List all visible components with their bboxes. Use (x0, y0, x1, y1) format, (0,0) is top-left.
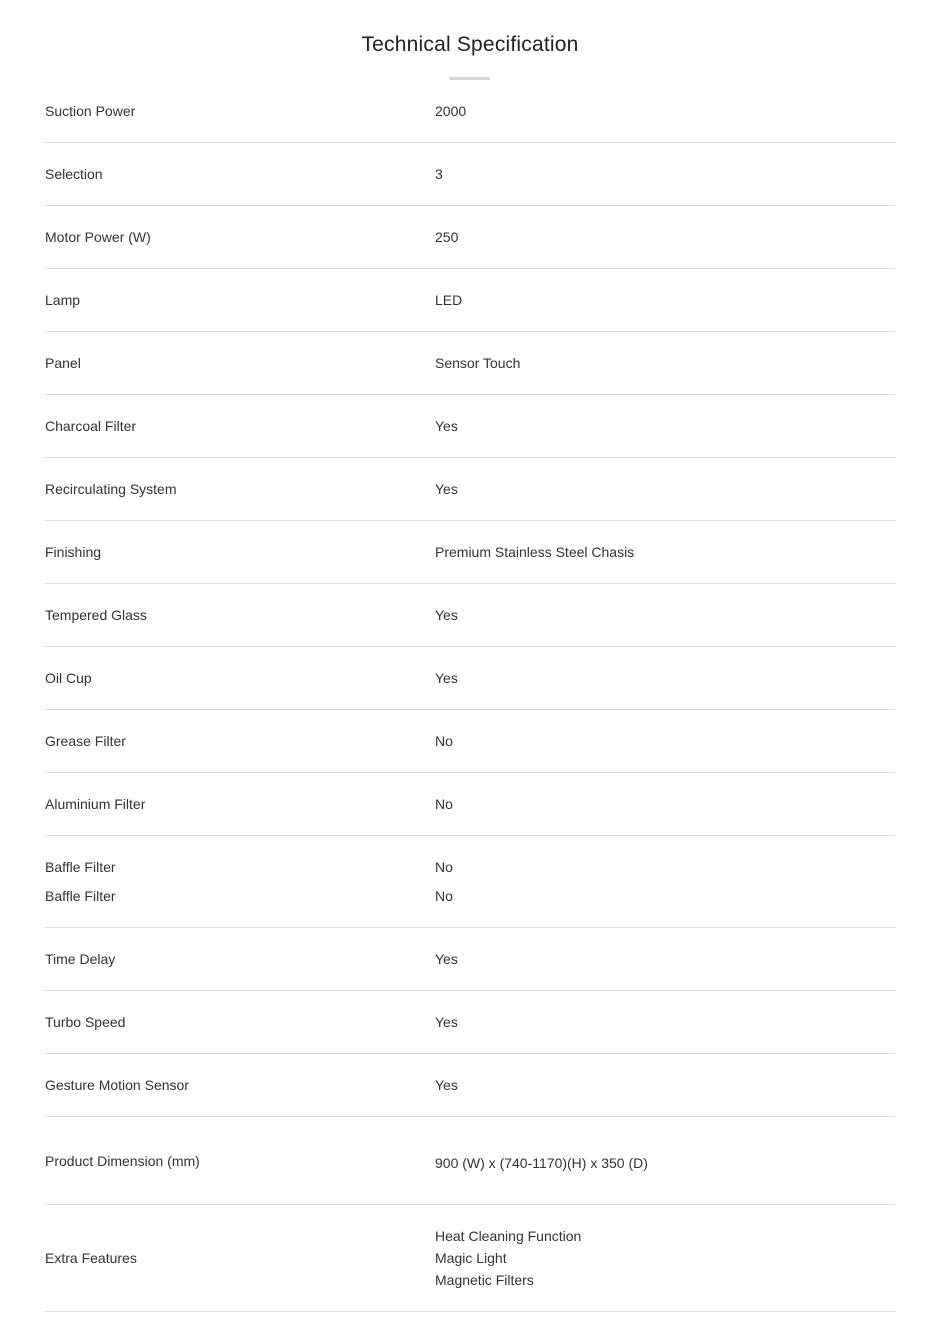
spec-value: Yes (435, 670, 458, 686)
spec-label: Aluminium Filter (45, 796, 146, 812)
page-title: Technical Specification (361, 33, 579, 56)
spec-row-grease-filter (45, 710, 895, 773)
extra-feature-item: Magic Light (435, 1250, 507, 1266)
spec-label: Baffle Filter (45, 858, 116, 875)
spec-value: No (435, 796, 453, 812)
spec-row-aluminium-filter (45, 773, 895, 836)
spec-label: Product Dimension (mm) (45, 1152, 200, 1169)
spec-row-turbo-speed (45, 991, 895, 1054)
baffle-filter-line (45, 853, 895, 882)
spec-row-selection (45, 143, 895, 206)
baffle-filter-pair (45, 853, 895, 911)
spec-row-suction-power (45, 80, 895, 143)
spec-value: Yes (435, 481, 458, 497)
spec-label: Baffle Filter (45, 887, 116, 904)
spec-value: No (435, 733, 453, 749)
spec-label: Suction Power (45, 103, 136, 119)
spec-label: Finishing (45, 544, 102, 560)
spec-value: Premium Stainless Steel Chasis (435, 544, 635, 560)
spec-value: Yes (435, 1077, 458, 1093)
spec-value: 250 (435, 229, 459, 245)
spec-row-time-delay (45, 928, 895, 991)
spec-label: Turbo Speed (45, 1014, 126, 1030)
spec-row-recirculating-system (45, 458, 895, 521)
extra-feature-item: Heat Cleaning Function (435, 1228, 582, 1244)
spec-value: LED (435, 292, 463, 308)
spec-value: Sensor Touch (435, 355, 521, 371)
spec-label: Motor Power (W) (45, 229, 151, 245)
spec-row-product-dimension (45, 1117, 895, 1205)
spec-row-panel (45, 332, 895, 395)
spec-value: Yes (435, 607, 458, 623)
spec-label: Recirculating System (45, 481, 177, 497)
spec-row-finishing (45, 521, 895, 584)
spec-value: Yes (435, 951, 458, 967)
spec-row-oil-cup (45, 647, 895, 710)
spec-label: Tempered Glass (45, 607, 147, 623)
spec-row-motor-power (45, 206, 895, 269)
spec-row-extra-features (45, 1205, 895, 1312)
spec-label: Extra Features (45, 1250, 137, 1266)
spec-value: Yes (435, 1014, 458, 1030)
baffle-filter-line (45, 882, 895, 911)
spec-label: Panel (45, 355, 81, 371)
spec-row-gesture-motion-sensor (45, 1054, 895, 1117)
spec-label: Time Delay (45, 951, 116, 967)
spec-label: Charcoal Filter (45, 418, 137, 434)
spec-value-list (435, 1225, 895, 1291)
spec-table (45, 80, 895, 1312)
spec-value: No (435, 858, 453, 875)
spec-row-lamp (45, 269, 895, 332)
spec-row-charcoal-filter (45, 395, 895, 458)
spec-label: Selection (45, 166, 103, 182)
spec-value: 3 (435, 166, 443, 182)
spec-label: Grease Filter (45, 733, 126, 749)
spec-label: Lamp (45, 292, 81, 308)
spec-value: 2000 (435, 103, 467, 119)
spec-value: Yes (435, 418, 458, 434)
spec-value: 900 (W) x (740-1170)(H) x 350 (D) (435, 1154, 648, 1171)
spec-row-tempered-glass (45, 584, 895, 647)
extra-feature-item: Magnetic Filters (435, 1272, 534, 1288)
spec-value: No (435, 887, 453, 904)
spec-label: Gesture Motion Sensor (45, 1077, 189, 1093)
spec-label: Oil Cup (45, 670, 92, 686)
spec-row-baffle-filter (45, 836, 895, 928)
